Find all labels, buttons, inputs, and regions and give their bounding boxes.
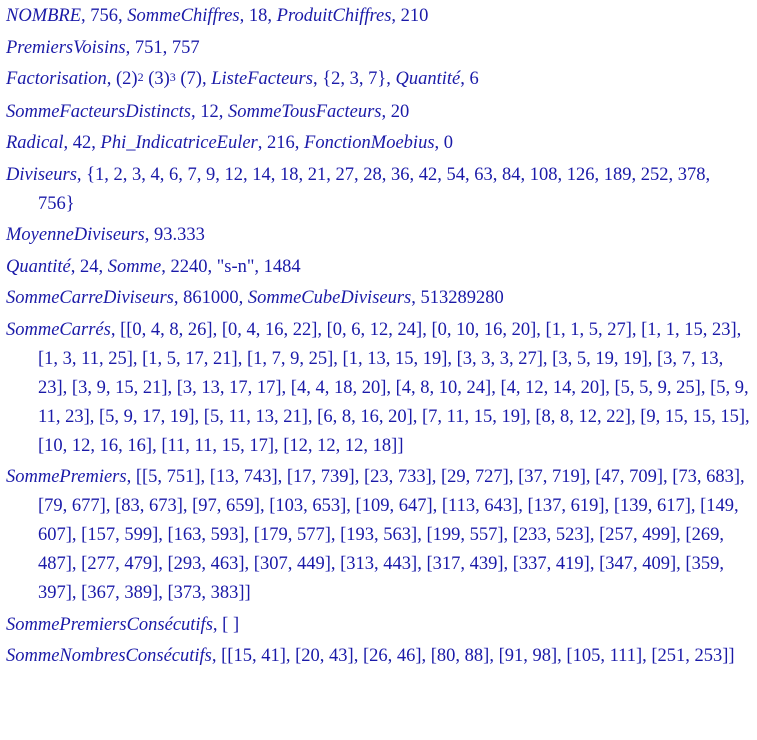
value-text: (7), (175, 69, 212, 89)
keyword-label: Somme (107, 256, 162, 277)
value-text: , 513289280 (411, 288, 504, 308)
value-text: , 216, (257, 133, 305, 153)
keyword-label: SommeCubeDiviseurs (247, 288, 412, 308)
keyword-label: SommePremiersConsécutifs (6, 614, 213, 635)
value-text: (3) (143, 69, 170, 89)
value-text: , 2240, "s-n", 1484 (161, 256, 301, 277)
keyword-label: SommeCarrés (6, 319, 111, 340)
output-line (6, 642, 751, 671)
keyword-label: SommeCarreDiviseurs (6, 288, 174, 308)
keyword-label: ListeFacteurs (211, 69, 313, 89)
value-text: , (2) (106, 69, 138, 89)
exponent: 2 (137, 70, 144, 84)
value-text: , [ ] (212, 614, 240, 635)
keyword-label: MoyenneDiviseurs (6, 225, 145, 245)
keyword-label: SommeTousFacteurs (227, 101, 382, 122)
keyword-label: Radical (6, 133, 64, 153)
keyword-label: Quantité (6, 256, 71, 277)
output-line (6, 221, 751, 250)
output-line (6, 253, 751, 282)
value-text: , 24, (70, 256, 108, 277)
value-text: , [[15, 41], [20, 43], [26, 46], [80, 88], [91, 98], [105, 111], [251, 253]] (211, 646, 735, 666)
value-text: , 42, (63, 133, 101, 153)
output-line (6, 98, 751, 127)
value-text: , 18, (239, 6, 277, 26)
value-text: , 6 (460, 69, 479, 89)
value-text: , 861000, (173, 288, 248, 308)
value-text: , 0 (434, 133, 454, 153)
output-line (6, 65, 751, 95)
keyword-label: Diviseurs (6, 164, 77, 185)
value-text: , 20 (381, 101, 410, 122)
value-text: , [[5, 751], [13, 743], [17, 739], [23, 733], [29, 727], [37, 719], [47, 709], [73, 683], [79, 677], [83, 673], [97, 659], [103, 653], [109, 647], [113, 643], [137, 619], [139, 617], [149, 607], [157, 599], [163, 593], [179, 577], [193, 563], [199, 557], [233, 523], [257, 499], [269, 487], [277, 479], [293, 463], [307, 449], [313, 443], [317, 439], [337, 419], [347, 409], [359, 397], [367, 389], [373, 383]] (38, 467, 745, 603)
keyword-label: Phi_IndicatriceEuler (100, 133, 258, 153)
value-text: , [[0, 4, 8, 26], [0, 4, 16, 22], [0, 6, 12, 24], [0, 10, 16, 20], [1, 1, 5, 27], [1, 1, 15, 23], [1, 3, 11, 25], [1, 5, 17, 21], [1, 7, 9, 25], [1, 13, 15, 19], [3, 3, 3, 27], [3, 5, 19, 19], [3, 7, 13, 23], [3, 9, 15, 21], [3, 13, 17, 17], [4, 4, 18, 20], [4, 8, 10, 24], [4, 12, 14, 20], [5, 5, 9, 25], [5, 9, 11, 23], [5, 9, 17, 19], [5, 11, 13, 21], [6, 8, 16, 20], [7, 11, 15, 19], [8, 8, 12, 22], [9, 15, 15, 15], [10, 12, 16, 16], [11, 11, 15, 17], [12, 12, 12, 18]] (38, 319, 750, 456)
keyword-label: Factorisation (6, 69, 107, 89)
value-text: , {2, 3, 7}, (312, 69, 396, 89)
output-line (6, 463, 751, 608)
output-line (6, 316, 751, 461)
value-text: , 12, (190, 101, 228, 122)
exponent: 3 (169, 70, 176, 84)
value-text: , 93.333 (144, 225, 205, 245)
output-line (6, 129, 751, 158)
value-text: , 756, (81, 6, 128, 26)
keyword-label: PremiersVoisins (6, 37, 126, 58)
output-line (6, 34, 751, 63)
value-text: , 210 (391, 6, 429, 26)
output-line (6, 284, 751, 313)
output-line (6, 2, 751, 31)
output-line (6, 161, 751, 219)
keyword-label: ProduitChiffres (276, 6, 392, 26)
keyword-label: SommeFacteursDistincts (6, 101, 191, 122)
value-text: , {1, 2, 3, 4, 6, 7, 9, 12, 14, 18, 21, 27, 28, 36, 42, 54, 63, 84, 108, 126, 189, 252, 378, 756} (38, 164, 711, 214)
keyword-label: FonctionMoebius (304, 133, 435, 153)
keyword-label: Quantité (395, 69, 461, 89)
output-line (6, 611, 751, 640)
keyword-label: SommeChiffres (127, 6, 240, 26)
keyword-label: SommeNombresConsécutifs (6, 646, 212, 666)
keyword-label: NOMBRE (6, 6, 82, 26)
value-text: , 751, 757 (125, 37, 200, 58)
keyword-label: SommePremiers (6, 467, 127, 487)
